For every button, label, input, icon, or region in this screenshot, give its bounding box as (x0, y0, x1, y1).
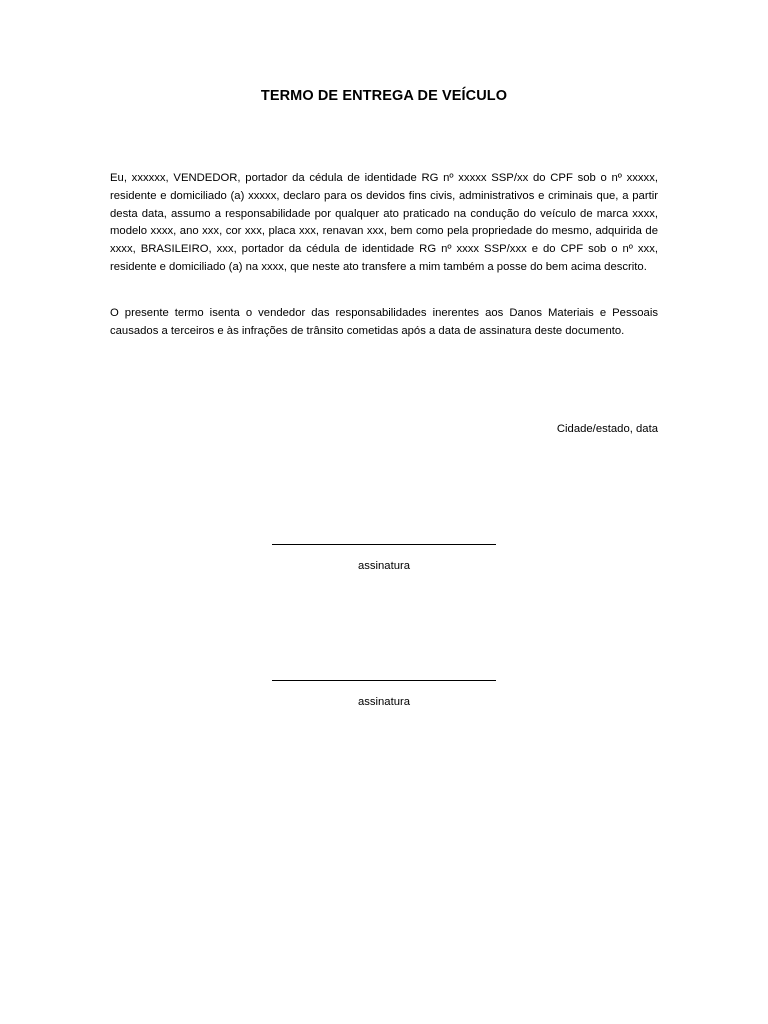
signature-line (272, 544, 496, 545)
document-title: TERMO DE ENTREGA DE VEÍCULO (260, 88, 508, 104)
signature-line (272, 680, 496, 681)
signature-label: assinatura (357, 560, 411, 572)
place-date-line: Cidade/estado, data (556, 423, 658, 435)
signature-label: assinatura (357, 696, 411, 708)
declaration-paragraph: Eu, xxxxxx, VENDEDOR, portador da cédula de identidade RG nº xxxxx SSP/xx do CPF sob o nº xxxxx, residente e domiciliado (a) xxxxx, declaro para os devidos fins civis, administrativos e criminais que, a partir desta data, assumo a responsabilidade por qualquer ato praticado na condução do veículo de marca xxxx, modelo xxxx, ano xxx, cor xxx, placa xxx, renavan xxx, bem como pela propriedade do mesmo, adquirida de xxxx, BRASILEIRO, xxx, portador da cédula de identidade RG nº xxxx SSP/xxx e do CPF sob o nº xxx, residente e domiciliado (a) na xxxx, que neste ato transfere a mim também a posse do bem acima descrito. (110, 172, 658, 273)
exemption-paragraph: O presente termo isenta o vendedor das responsabilidades inerentes aos Danos Materiais e Pessoais causados a terceiros e às infrações de trânsito cometidas após a data de assinatura deste documento. (110, 307, 658, 337)
